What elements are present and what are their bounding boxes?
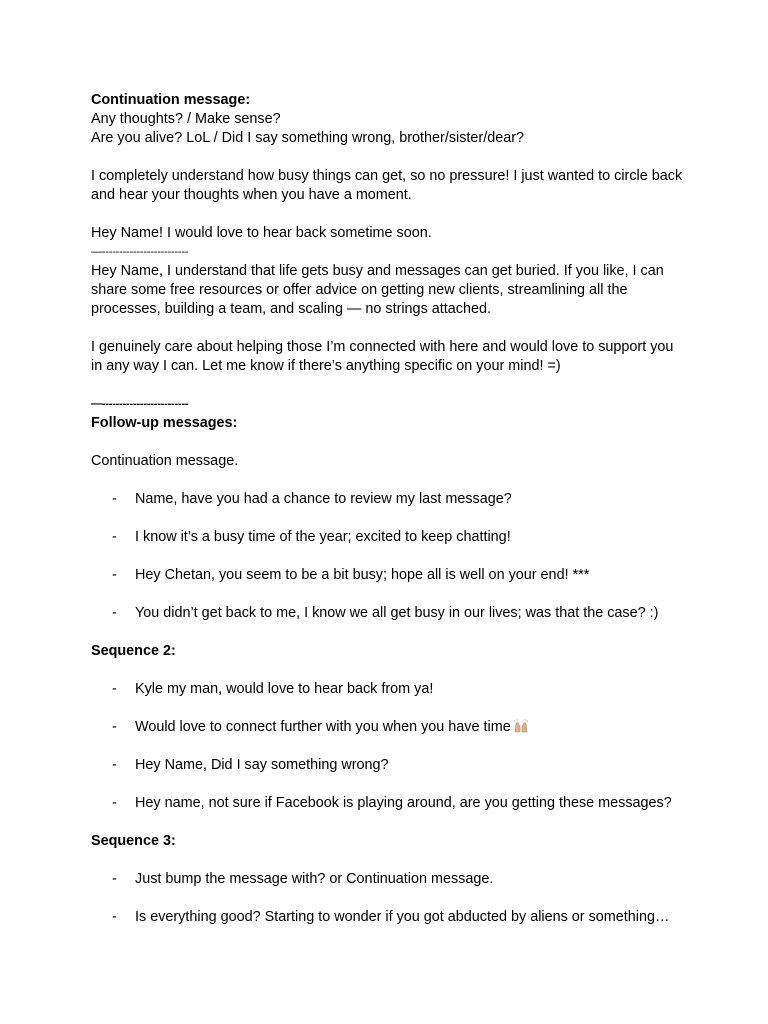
followup-list [91,490,691,623]
dash-bullet: - [112,567,117,583]
spacer [91,471,691,490]
list-item-text: Hey name, not sure if Facebook is playing around, are you getting these messages? [135,795,672,811]
followup-subheading: Continuation message. [91,453,239,469]
spacer [91,319,691,338]
dash-bullet: - [112,757,117,773]
spacer [91,813,691,832]
list-item [91,566,691,585]
spacer [91,376,691,395]
document-page [91,91,691,927]
dash-bullet: - [112,491,117,507]
list-item-text: Kyle my man, would love to hear back from ya! [135,681,434,697]
separator-line: —------------------------- [91,246,189,258]
list-item [91,756,691,775]
dash-bullet: - [112,719,117,735]
list-item [91,528,691,547]
separator-line-bold: —------------------------- [91,398,189,410]
list-item [91,794,691,813]
sequence-3-list [91,870,691,927]
spacer [91,851,691,870]
sequence-2-heading: Sequence 2: [91,643,176,659]
dash-bullet: - [112,529,117,545]
list-item [91,908,691,927]
list-item [91,490,691,509]
list-item-text: Just bump the message with? or Continuation message. [135,871,494,887]
list-item [91,680,691,699]
spacer [91,661,691,680]
list-item-text: Is everything good? Starting to wonder if you got abducted by aliens or something… [135,909,670,925]
spacer [91,148,691,167]
dash-bullet: - [112,909,117,925]
list-item-text: Would love to connect further with you when you have time [135,719,511,735]
dash-bullet: - [112,605,117,621]
list-item-text: I know it’s a busy time of the year; excited to keep chatting! [135,529,511,545]
spacer [91,433,691,452]
list-item [91,870,691,889]
list-item-text: Hey Name, Did I say something wrong? [135,757,389,773]
intro-paragraph-1: I completely understand how busy things can get, so no pressure! I just wanted to circle back and hear your thoughts when you have a moment. [91,168,683,203]
intro-paragraph-4: I genuinely care about helping those I’m connected with here and would love to support you in any way I can. Let me know if there’s anything specific on your mind! =) [91,339,674,374]
list-item-text: You didn’t get back to me, I know we all get busy in our lives; was that the case? :) [135,605,659,621]
spacer [91,623,691,642]
sequence-3-heading: Sequence 3: [91,833,176,849]
list-item-text: Name, have you had a chance to review my last message? [135,491,512,507]
list-item-text: Hey Chetan, you seem to be a bit busy; hope all is well on your end! *** [135,567,590,583]
intro-line-1: Any thoughts? / Make sense? [91,111,281,127]
list-item [91,718,691,737]
dash-bullet: - [112,681,117,697]
spacer [91,205,691,224]
raising-hands-icon [513,719,529,733]
list-item [91,604,691,623]
followup-heading: Follow-up messages: [91,415,238,431]
dash-bullet: - [112,871,117,887]
intro-paragraph-2: Hey Name! I would love to hear back sometime soon. [91,225,432,241]
intro-line-2: Are you alive? LoL / Did I say something wrong, brother/sister/dear? [91,130,525,146]
sequence-2-list [91,680,691,813]
intro-paragraph-3: Hey Name, I understand that life gets busy and messages can get buried. If you like, I can share some free resources or offer advice on getting new clients, streamlining all the processes, building a team, and scaling — no strings attached. [91,263,664,317]
continuation-heading: Continuation message: [91,92,251,108]
dash-bullet: - [112,795,117,811]
